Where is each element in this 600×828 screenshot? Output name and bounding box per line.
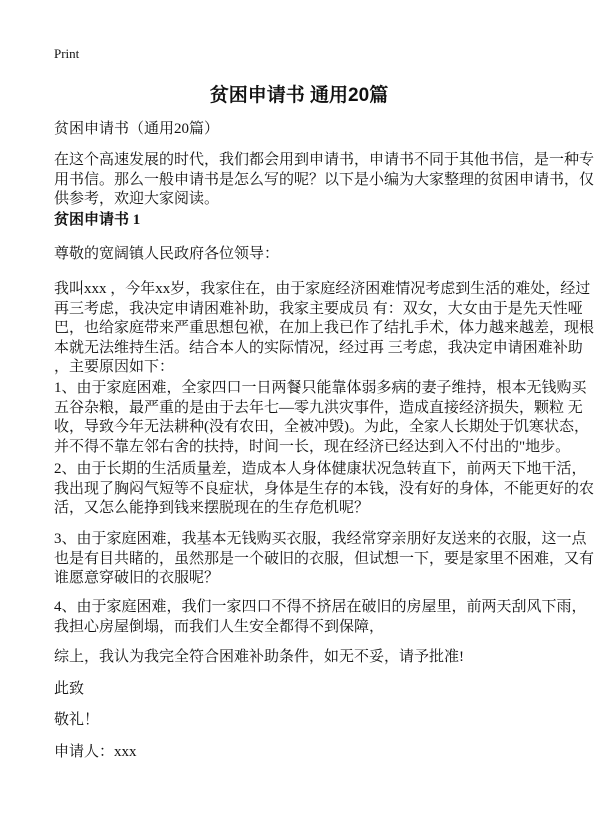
text-line: 我出现了胸闷气短等不良症状，身体是生存的本钱，没有好的身体，不能更好的农 xyxy=(54,480,595,497)
text-line: 在这个高速发展的时代，我们都会用到申请书，申请书不同于其他书信，是一种专 xyxy=(54,152,595,168)
text-line: 我担心房屋倒塌，而我们人生安全都得不到保障， xyxy=(54,618,385,635)
text-line: 3、由于家庭困难，我基本无钱购买衣服，我经常穿亲朋好友送来的衣服，这一点 xyxy=(54,531,587,547)
closing-regards: 敬礼！ xyxy=(54,712,100,728)
page-title: 贫困申请书 通用20篇 xyxy=(209,85,389,106)
text-line: 也是有目共睹的，虽然那是一个破旧的衣服，但试想一下，要是家里不困难，又有 xyxy=(54,550,595,567)
salutation: 尊敬的宽阔镇人民政府各位领导： xyxy=(54,246,280,262)
text-line: 供参考，欢迎大家阅读。 xyxy=(54,191,220,207)
text-line: 1、由于家庭困难，全家四口一日两餐只能靠体弱多病的妻子维持，根本无钱购买 xyxy=(54,380,587,396)
signature: 申请人：xxx xyxy=(54,744,137,760)
section-heading: 贫困申请书 1 xyxy=(54,212,141,228)
intro-paragraph xyxy=(54,151,594,210)
text-line: 并不得不靠左邻右舍的扶持，时间一长，现在经济已经达到入不付出的"地步。 xyxy=(54,438,571,455)
paragraph-2 xyxy=(54,460,594,519)
text-line: 我叫xxx ，今年xx岁，我家住在，由于家庭经济困难情况考虑到生活的难处，经过 xyxy=(54,281,591,297)
text-line: 收，导致今年无法耕种(没有农田，全被冲毁)。为此，全家人长期处于饥寒状态， xyxy=(54,419,589,435)
text-line: 本就无法维持生活。结合本人的实际情况，经过再 三考虑，我决定申请困难补助 xyxy=(54,339,583,356)
text-line: 再三考虑，我决定申请困难补助，我家主要成员 有：双女，大女由于是先天性哑 xyxy=(54,300,583,317)
text-line: 活，又怎么能挣到钱来摆脱现在的生存危机呢？ xyxy=(54,500,370,516)
paragraph-3 xyxy=(54,530,594,589)
text-line: 巴，也给家庭带来严重思想包袱，在加上我已作了结扎手术，体力越来越差，现根 xyxy=(54,320,595,336)
text-line: 五谷杂粮，最严重的是由于去年七—零九洪灾事件，造成直接经济损失，颗粒 无 xyxy=(54,399,583,416)
closing-line: 此致 xyxy=(54,681,85,697)
paragraph-intro xyxy=(54,280,594,378)
subtitle: 贫困申请书（通用20篇） xyxy=(54,121,220,137)
conclusion: 综上，我认为我完全符合困难补助条件，如无不妥，请予批准! xyxy=(54,649,464,665)
text-line: 4、由于家庭困难，我们一家四口不得不挤居在破旧的房屋里，前两天刮风下雨， xyxy=(54,599,587,615)
paragraph-1 xyxy=(54,379,589,457)
text-line: 2、由于长期的生活质量差，造成本人身体健康状况急转直下，前两天下地干活， xyxy=(54,461,587,477)
paragraph-4 xyxy=(54,598,587,637)
text-line: 谁愿意穿破旧的衣服呢？ xyxy=(54,570,220,586)
text-line: 用书信。那么一般申请书是怎么写的呢？以下是小编为大家整理的贫困申请书，仅 xyxy=(54,171,595,188)
text-line: ，主要原因如下： xyxy=(54,359,175,375)
print-link[interactable]: Print xyxy=(54,46,80,61)
